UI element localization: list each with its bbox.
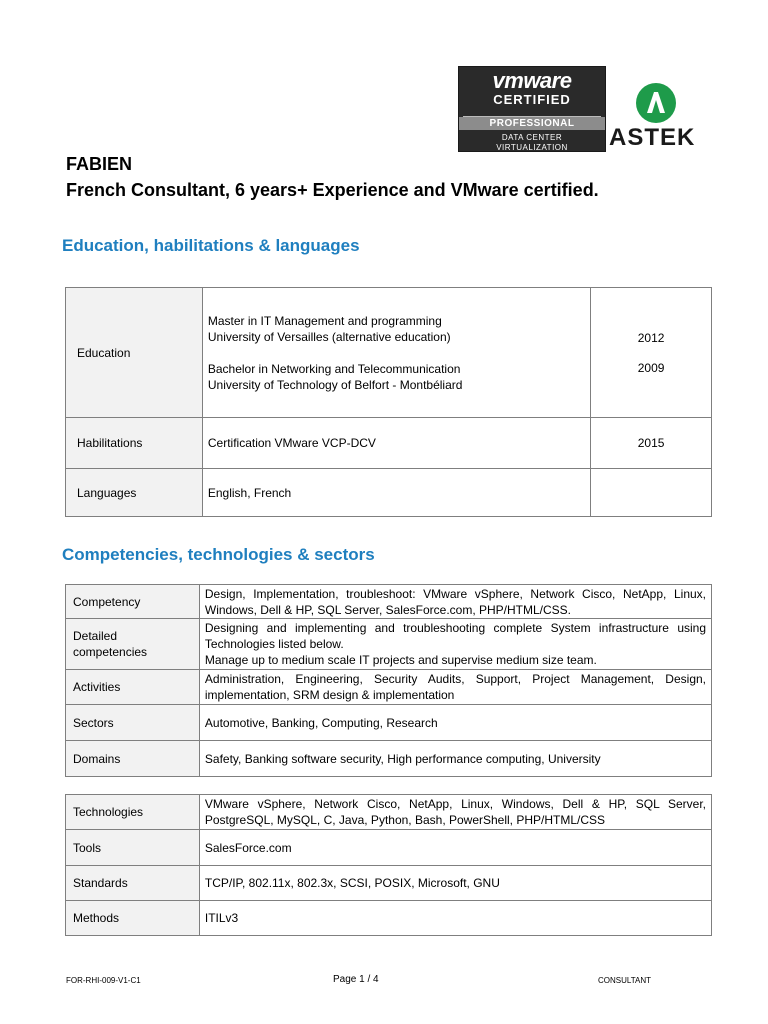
astek-wordmark: ASTEK xyxy=(609,124,696,151)
education-row xyxy=(66,288,712,418)
competencies-table xyxy=(65,584,712,777)
habilitations-value: Certification VMware VCP-DCV xyxy=(202,418,590,469)
row-value-line: Designing and implementing and troubleshooting complete System infrastructure using Technologies listed below. xyxy=(204,621,706,651)
row-value: Automotive, Banking, Computing, Research xyxy=(199,705,711,741)
languages-year xyxy=(591,469,712,517)
row-label: Technologies xyxy=(66,795,200,830)
row-value: TCP/IP, 802.11x, 802.3x, SCSI, POSIX, Microsoft, GNU xyxy=(199,866,711,901)
row-label: Competency xyxy=(66,585,200,619)
row-value: ITILv3 xyxy=(199,901,711,936)
row-value: SalesForce.com xyxy=(199,830,711,866)
vmware-level: PROFESSIONAL xyxy=(459,117,605,130)
vmware-certified-text: CERTIFIED xyxy=(493,92,571,107)
detailed-competencies-row xyxy=(66,619,712,670)
row-value: Design, Implementation, troubleshoot: VMware vSphere, Network Cisco, NetApp, Linux, Windows, Dell & HP, SQL Server, SalesForce.com, PHP/HTML/CSS. xyxy=(199,585,711,619)
section-title-competencies: Competencies, technologies & sectors xyxy=(62,545,375,564)
methods-row xyxy=(66,901,712,936)
languages-label: Languages xyxy=(66,469,203,517)
row-label: Sectors xyxy=(66,705,200,741)
education-school: University of Versailles (alternative education) xyxy=(207,329,451,344)
technologies-row xyxy=(66,795,712,830)
row-label: Methods xyxy=(66,901,200,936)
row-value-line: Manage up to medium scale IT projects and supervise medium size team. xyxy=(204,653,597,667)
education-degree: Master in IT Management and programming xyxy=(207,313,442,328)
consultant-subtitle: French Consultant, 6 years+ Experience and VMware certified. xyxy=(66,180,599,200)
education-year: 2009 xyxy=(637,360,665,375)
education-details xyxy=(202,288,590,418)
education-years xyxy=(591,288,712,418)
standards-row xyxy=(66,866,712,901)
competency-row xyxy=(66,585,712,619)
vmware-brand: vmware xyxy=(492,68,572,93)
row-label: Domains xyxy=(66,741,200,777)
education-label: Education xyxy=(66,288,203,418)
consultant-name: FABIEN xyxy=(66,154,133,174)
astek-logo-icon xyxy=(635,82,677,124)
row-value: Administration, Engineering, Security Audits, Support, Project Management, Design, implementation, SRM design & implementation xyxy=(199,670,711,705)
education-school: University of Technology of Belfort - Montbéliard xyxy=(207,377,463,392)
sectors-row xyxy=(66,705,712,741)
footer-doc-ref: FOR-RHI-009-V1-C1 xyxy=(66,976,141,985)
vmware-track-2: VIRTUALIZATION xyxy=(496,143,568,152)
tools-row xyxy=(66,830,712,866)
vmware-divider xyxy=(463,116,601,117)
vmware-track-1: DATA CENTER xyxy=(501,133,563,142)
activities-row xyxy=(66,670,712,705)
domains-row xyxy=(66,741,712,777)
section-title-education: Education, habilitations & languages xyxy=(62,236,360,255)
row-label: Detailed competencies xyxy=(66,619,200,670)
row-value xyxy=(199,619,711,670)
education-degree: Bachelor in Networking and Telecommunication xyxy=(207,361,461,376)
habilitations-label: Habilitations xyxy=(66,418,203,469)
languages-row xyxy=(66,469,712,517)
row-value: Safety, Banking software security, High performance computing, University xyxy=(199,741,711,777)
footer-audience: CONSULTANT xyxy=(598,976,652,985)
row-label: Standards xyxy=(66,866,200,901)
technologies-table xyxy=(65,794,712,936)
vmware-certified-logo xyxy=(458,66,606,152)
row-value: VMware vSphere, Network Cisco, NetApp, Linux, Windows, Dell & HP, SQL Server, PostgreSQL, MySQL, C, Java, Python, Bash, PowerShell, PHP/HTML/CSS xyxy=(199,795,711,830)
row-label: Activities xyxy=(66,670,200,705)
row-label: Tools xyxy=(66,830,200,866)
habilitations-year: 2015 xyxy=(591,418,712,469)
education-year: 2012 xyxy=(637,330,665,345)
habilitations-row xyxy=(66,418,712,469)
footer-page-number: Page 1 / 4 xyxy=(333,974,379,985)
education-table xyxy=(65,287,712,517)
languages-value: English, French xyxy=(202,469,590,517)
